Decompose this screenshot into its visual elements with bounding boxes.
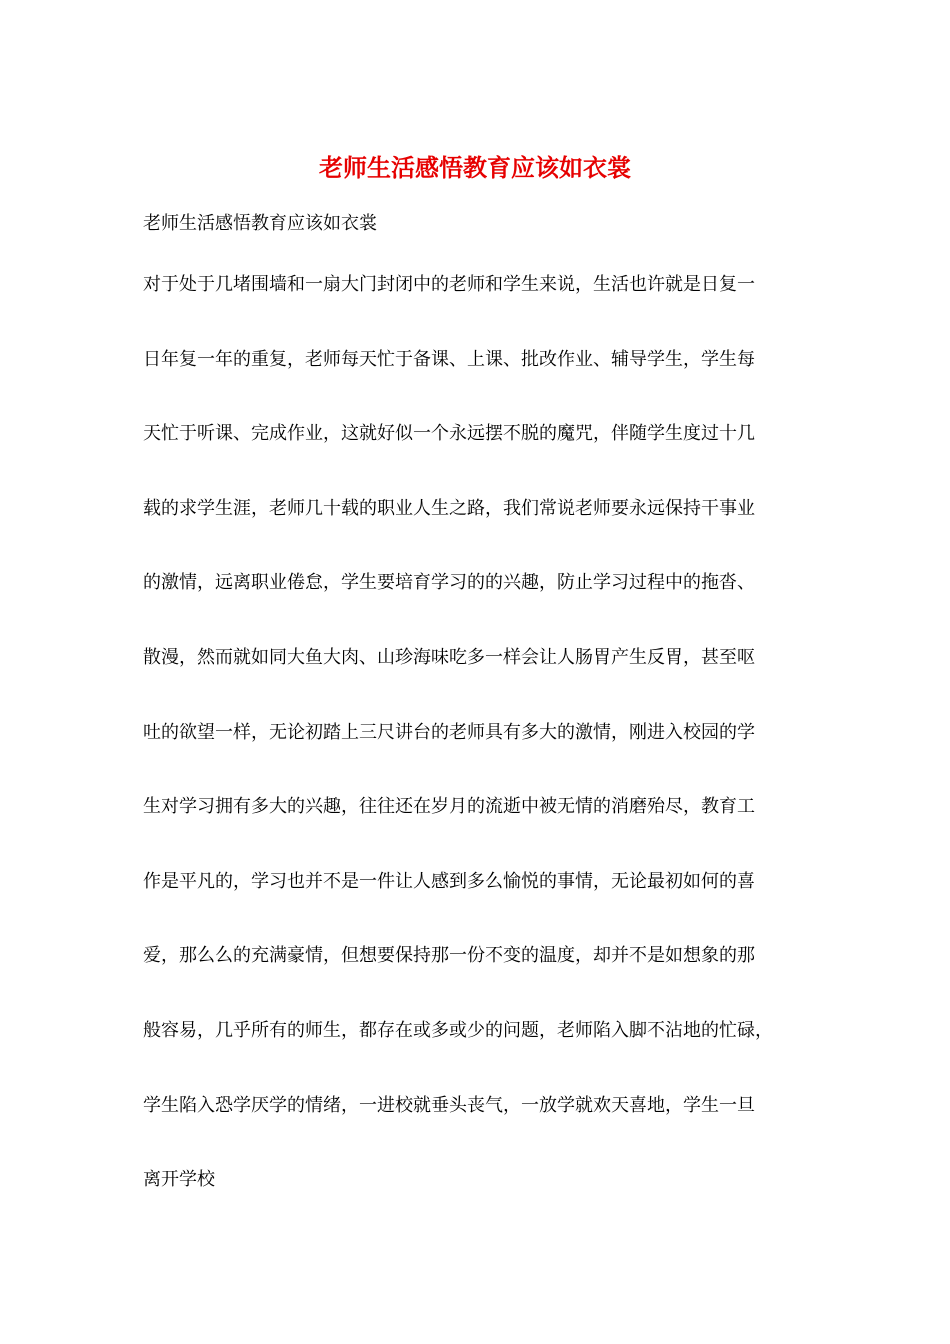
body-line: 生对学习拥有多大的兴趣，往往还在岁月的流逝中被无情的消磨殆尽，教育工 xyxy=(143,796,755,818)
body-line: 的激情，远离职业倦怠，学生要培育学习的的兴趣，防止学习过程中的拖沓、 xyxy=(143,572,755,594)
body-line: 对于处于几堵围墙和一扇大门封闭中的老师和学生来说，生活也许就是日复一 xyxy=(143,274,755,295)
body-line: 散漫，然而就如同大鱼大肉、山珍海味吃多一样会让人肠胃产生反胃，甚至呕 xyxy=(143,646,755,668)
body-line: 日年复一年的重复，老师每天忙于备课、上课、批改作业、辅导学生，学生每 xyxy=(143,348,755,370)
body-line: 般容易，几乎所有的师生，都存在或多或少的问题，老师陷入脚不沾地的忙碌， xyxy=(143,1019,773,1041)
body-line: 离开学校 xyxy=(143,1169,215,1191)
body-line: 载的求学生涯，老师几十载的职业人生之路，我们常说老师要永远保持干事业 xyxy=(143,497,755,519)
document-title: 老师生活感悟教育应该如衣裳 xyxy=(319,153,631,182)
body-line: 作是平凡的，学习也并不是一件让人感到多么愉悦的事情，无论最初如何的喜 xyxy=(143,870,755,892)
body-line: 爱，那么么的充满豪情，但想要保持那一份不变的温度，却并不是如想象的那 xyxy=(143,945,755,967)
body-line: 学生陷入恐学厌学的情绪，一进校就垂头丧气，一放学就欢天喜地，学生一旦 xyxy=(143,1094,755,1116)
document-subtitle: 老师生活感悟教育应该如衣裳 xyxy=(143,213,377,234)
document-body xyxy=(143,270,823,1240)
body-line: 天忙于听课、完成作业，这就好似一个永远摆不脱的魔咒，伴随学生度过十几 xyxy=(143,423,755,445)
body-line: 吐的欲望一样，无论初踏上三尺讲台的老师具有多大的激情，刚进入校园的学 xyxy=(143,721,755,743)
